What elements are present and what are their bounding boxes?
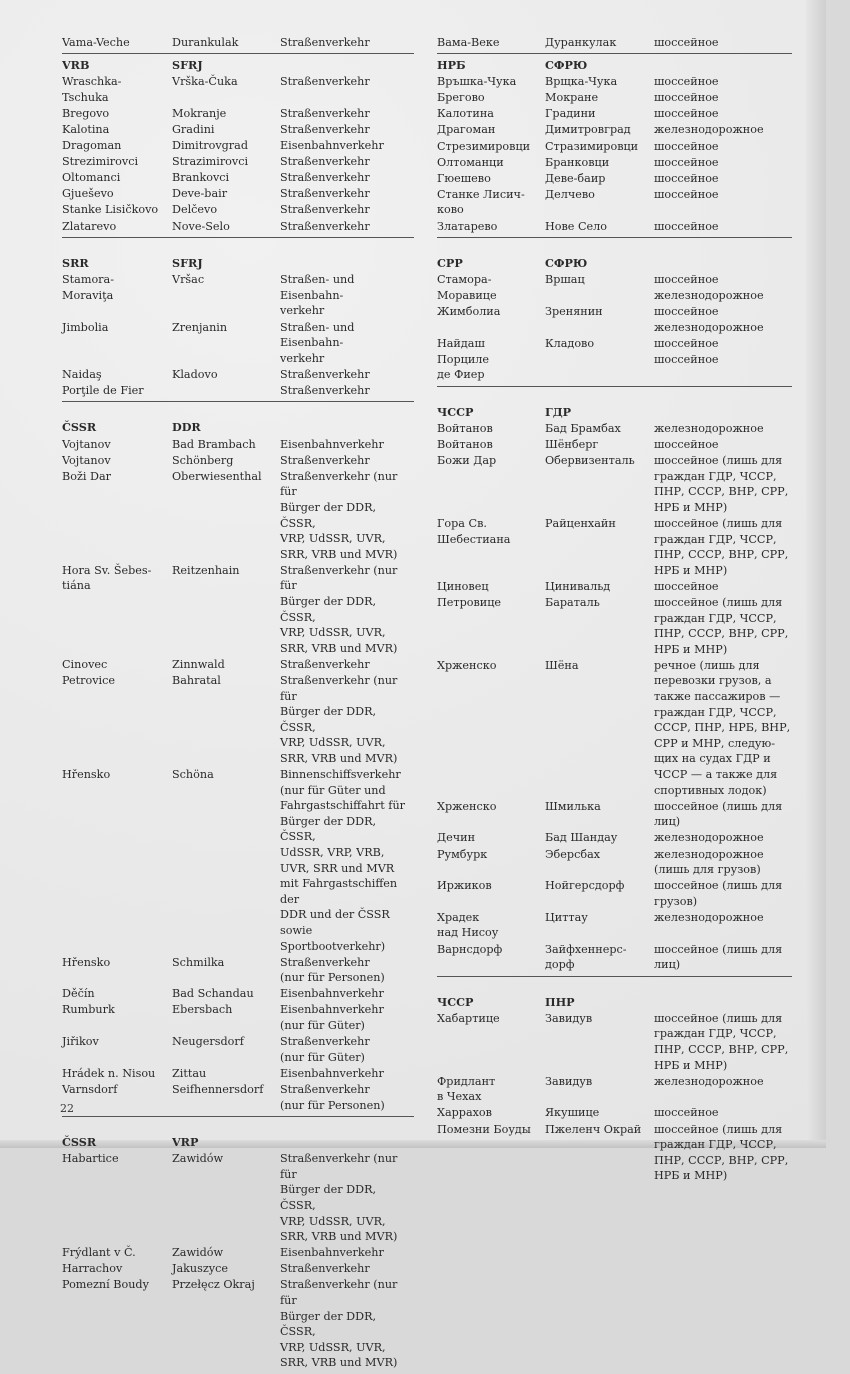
section-header <box>437 405 792 421</box>
crossing-section <box>437 405 792 977</box>
traffic-type: Straßenverkehr <box>280 155 370 169</box>
traffic-type: шоссейное (лишь для лиц) <box>654 942 783 972</box>
traffic-type: шоссейное (лишь для граждан ГДР, ЧССР, ПНР, СССР, ВНР, СРР, НРБ и МНР) <box>654 517 789 577</box>
crossing-row <box>437 516 792 578</box>
crossing-to: Шмилька <box>545 799 601 813</box>
crossing-from: Циновец <box>437 579 489 593</box>
crossing-from: Войтанов <box>437 438 493 452</box>
crossing-row <box>62 767 414 954</box>
crossing-from: Помезни Боуды <box>437 1122 531 1136</box>
crossing-to: Димитровград <box>545 123 631 137</box>
crossing-from: Варнсдорф <box>437 942 503 956</box>
traffic-type: шоссейное (лишь для граждан ГДР, ЧССР, ПНР, СССР, ВНР, СРР, НРБ и МНР) <box>654 454 789 514</box>
crossing-to: Бараталь <box>545 596 600 609</box>
crossing-from: Дечин <box>437 831 476 845</box>
crossing-row <box>62 437 414 453</box>
crossing-from: Хрженско <box>437 658 497 672</box>
crossing-to: Шёна <box>545 658 579 672</box>
crossing-to: Деве-баир <box>545 171 606 185</box>
crossing-from: Войтанов <box>437 421 493 435</box>
crossing-row <box>437 830 792 846</box>
crossing-to: Strazimirovci <box>172 155 249 169</box>
crossing-section <box>62 420 414 1117</box>
crossing-from: Jimbolia <box>62 320 109 334</box>
crossing-to: Zinnwald <box>172 657 225 671</box>
crossing-section <box>62 58 414 238</box>
crossing-from: Стамора- Моравице <box>437 273 497 302</box>
traffic-type: Straßenverkehr <box>280 106 370 120</box>
crossing-to: Vršac <box>172 273 205 287</box>
crossing-row <box>437 336 792 352</box>
traffic-type: железнодорожное <box>654 910 764 924</box>
header-country-to: ПНР <box>545 994 575 1009</box>
traffic-type: шоссейное (лишь для граждан ГДР, ЧССР, ПНР, СССР, ВНР, СРР, НРБ и МНР) <box>654 596 789 656</box>
crossing-to: Nove-Selo <box>172 219 230 233</box>
crossing-to: Reitzenhain <box>172 563 240 577</box>
traffic-type: железнодорожное <box>654 831 764 845</box>
crossing-section <box>437 35 792 55</box>
page-number: 22 <box>60 1102 74 1115</box>
traffic-type: Straßenverkehr <box>280 35 370 49</box>
crossing-to: Mokranje <box>172 106 227 120</box>
crossing-to: Schönberg <box>172 453 234 467</box>
header-country-from: ČSSR <box>62 1135 97 1150</box>
header-country-to: VRP <box>172 1135 199 1150</box>
header-country-to: SFRJ <box>172 256 203 271</box>
crossing-from: Златарево <box>437 219 498 233</box>
crossing-from: Брегово <box>437 91 485 105</box>
crossing-row <box>437 1105 792 1121</box>
traffic-type: Straßenverkehr (nur für Bürger der DDR, ČSSR, VRP, UdSSR, UVR, SRR, VRB und MVR) <box>280 673 398 765</box>
section-header <box>62 420 414 436</box>
crossing-row <box>62 154 414 170</box>
traffic-type: шоссейное <box>654 155 719 169</box>
crossing-row <box>437 658 792 798</box>
crossing-row <box>437 453 792 515</box>
crossing-to: Бранковци <box>545 155 610 169</box>
crossing-row <box>62 673 414 767</box>
crossing-section <box>62 35 414 55</box>
crossing-to: Врщка-Чука <box>545 75 618 89</box>
crossing-to: Райценхайн <box>545 517 616 531</box>
header-country-to: DDR <box>172 420 201 435</box>
traffic-type: Straßenverkehr <box>280 1262 370 1276</box>
crossing-to: Seifhennersdorf <box>172 1082 264 1096</box>
crossing-row <box>62 74 414 105</box>
section-header <box>62 256 414 272</box>
header-country-from: СРР <box>437 256 463 271</box>
traffic-type: Straßenverkehr <box>280 383 370 397</box>
crossing-from: Varnsdorf <box>62 1082 118 1096</box>
crossing-to: Brankovci <box>172 171 230 185</box>
crossing-to: Дуранкулак <box>545 35 617 49</box>
crossing-to: Градини <box>545 107 596 121</box>
crossing-from: Zlatarevo <box>62 219 117 233</box>
crossing-row <box>62 1066 414 1082</box>
crossing-section <box>62 1135 414 1374</box>
crossing-from: Порциле де Фиер <box>437 352 490 382</box>
crossing-row <box>62 1151 414 1245</box>
traffic-type: Eisenbahnverkehr <box>280 437 384 451</box>
crossing-from: Vojtanov <box>62 453 111 467</box>
crossing-from: Děčín <box>62 987 95 1001</box>
crossing-row <box>62 1277 414 1371</box>
traffic-type: шоссейное <box>654 35 719 49</box>
crossing-to: Циттау <box>545 910 588 924</box>
traffic-type: Straßenverkehr (nur für Güter) <box>280 1035 370 1064</box>
traffic-type: Straßenverkehr <box>280 122 370 136</box>
traffic-type: Straßenverkehr (nur für Bürger der DDR, ČSSR, VRP, UdSSR, UVR, SRR, VRB und MVR) <box>280 469 398 561</box>
crossing-to: Zawidów <box>172 1152 224 1166</box>
crossing-to: Бад Шандау <box>545 831 618 845</box>
traffic-type: шоссейное железнодорожное <box>654 304 764 334</box>
crossing-row <box>62 272 414 319</box>
crossing-row <box>437 799 792 830</box>
crossing-to: Bad Brambach <box>172 437 256 451</box>
crossing-row <box>62 563 414 657</box>
crossing-to: Мокране <box>545 91 599 105</box>
page-edge-shadow <box>806 0 826 1146</box>
crossing-from: Румбурк <box>437 847 488 861</box>
crossing-from: Cinovec <box>62 657 108 671</box>
crossing-to: Przełęcz Okraj <box>172 1278 255 1292</box>
crossing-row <box>437 942 792 973</box>
traffic-type: шоссейное <box>654 187 719 201</box>
traffic-type: Eisenbahnverkehr <box>280 987 384 1001</box>
crossing-from: Oltomanci <box>62 171 121 185</box>
crossing-row <box>437 219 792 235</box>
crossing-row <box>62 1261 414 1277</box>
traffic-type: шоссейное <box>654 1106 719 1120</box>
crossing-to: Neugersdorf <box>172 1035 244 1049</box>
header-country-to: SFRJ <box>172 58 203 73</box>
crossing-row <box>437 579 792 595</box>
crossing-row <box>62 138 414 154</box>
crossing-from: Найдаш <box>437 336 485 350</box>
crossing-from: Фридлант в Чехах <box>437 1074 496 1104</box>
crossing-from: Hrádek n. Nisou <box>62 1066 156 1080</box>
traffic-type: шоссейное (лишь для граждан ГДР, ЧССР, ПНР, СССР, ВНР, СРР, НРБ и МНР) <box>654 1011 789 1072</box>
crossing-from: Петровице <box>437 596 502 609</box>
crossing-to: Шёнберг <box>545 438 599 452</box>
header-country-to: СФРЮ <box>545 58 588 73</box>
crossing-from: Kalotina <box>62 122 110 136</box>
crossing-row <box>437 421 792 437</box>
traffic-type: шоссейное <box>654 219 719 233</box>
crossing-row <box>62 657 414 673</box>
header-country-from: SRR <box>62 256 89 271</box>
traffic-type: Straßenverkehr <box>280 453 370 467</box>
crossing-row <box>437 352 792 383</box>
crossing-to: Цинивальд <box>545 579 611 593</box>
crossing-to: Ebersbach <box>172 1003 233 1017</box>
crossing-to: Зренянин <box>545 304 603 318</box>
crossing-to: Якушице <box>545 1106 600 1120</box>
crossing-row <box>437 1074 792 1105</box>
crossing-row <box>62 122 414 138</box>
traffic-type: Binnenschiffsverkehr (nur für Güter und Fahrgastschiffahrt für Bürger der DDR, ČSSR, UdSSR, VRP, VRB, UVR, SRR und MVR mit Fahrgastschiffen der DDR und der ČSSR sowie Sportbootverkehr) <box>280 768 406 953</box>
crossing-to: Vrška-Čuka <box>172 75 238 89</box>
traffic-type: Straßenverkehr <box>280 171 370 185</box>
crossing-to: Gradini <box>172 122 215 136</box>
traffic-type: шоссейное <box>654 107 719 121</box>
crossing-row <box>437 878 792 909</box>
traffic-type: Straßenverkehr <box>280 367 370 381</box>
crossing-from: Stamora- Moraviţa <box>62 273 114 302</box>
crossing-to: Нове Село <box>545 219 607 233</box>
crossing-to: Эберсбах <box>545 847 601 861</box>
crossing-from: Pomezní Boudy <box>62 1278 149 1292</box>
crossing-to: Вршац <box>545 273 585 287</box>
crossing-row <box>437 35 792 51</box>
crossing-from: Жимболиа <box>437 304 501 318</box>
crossing-from: Връшка-Чука <box>437 75 517 89</box>
traffic-type: Straßen- und Eisenbahn- verkehr <box>280 273 355 318</box>
traffic-type: Straßenverkehr (nur für Bürger der DDR, ČSSR, VRP, UdSSR, UVR, SRR, VRB und MVR) <box>280 1278 398 1370</box>
traffic-type: Eisenbahnverkehr (nur für Güter) <box>280 1003 384 1033</box>
crossing-from: Jiřikov <box>62 1035 99 1049</box>
crossing-to: Schöna <box>172 768 214 782</box>
crossing-row <box>62 955 414 986</box>
crossing-to: Бад Брамбах <box>545 421 621 435</box>
traffic-type: железнодорожное <box>654 123 764 137</box>
crossing-row <box>62 186 414 202</box>
traffic-type: Eisenbahnverkehr <box>280 139 384 153</box>
crossing-row <box>62 453 414 469</box>
traffic-type: Straßenverkehr <box>280 219 370 233</box>
crossing-row <box>437 1122 792 1184</box>
crossing-row <box>437 595 792 657</box>
crossing-from: Гора Св. Шебестиана <box>437 517 511 546</box>
crossing-from: Хабартице <box>437 1011 500 1025</box>
crossing-from: Станке Лисич- ково <box>437 187 525 217</box>
crossing-row <box>437 910 792 941</box>
crossing-to: Zrenjanin <box>172 320 228 334</box>
traffic-type: Straßen- und Eisenbahn- verkehr <box>280 320 355 365</box>
crossing-from: Гюешево <box>437 171 491 185</box>
crossing-row <box>62 1245 414 1261</box>
crossing-section <box>437 58 792 238</box>
crossing-row <box>62 219 414 235</box>
crossing-row <box>62 35 414 51</box>
section-header <box>437 995 792 1011</box>
crossing-to: Обервизенталь <box>545 454 635 468</box>
crossing-from: Стрезимировци <box>437 139 531 153</box>
crossing-row <box>437 847 792 878</box>
crossing-section <box>437 256 792 387</box>
crossing-row <box>437 155 792 171</box>
crossing-from: Vojtanov <box>62 437 111 451</box>
crossing-section <box>437 995 792 1187</box>
crossing-to: Zittau <box>172 1066 207 1080</box>
crossing-from: Хрженско <box>437 799 497 813</box>
crossing-from: Храдек над Нисоу <box>437 910 499 940</box>
crossing-to: Schmilka <box>172 955 225 969</box>
crossing-to: Кладово <box>545 336 595 350</box>
crossing-from: Naidaş <box>62 367 102 381</box>
traffic-type: шоссейное (лишь для лиц) <box>654 799 783 829</box>
crossing-section <box>62 256 414 402</box>
crossing-from: Wraschka- Tschuka <box>62 75 122 104</box>
traffic-type: шоссейное <box>654 91 719 105</box>
crossing-row <box>437 139 792 155</box>
crossing-to: Завидув <box>545 1074 593 1088</box>
crossing-from: Porţile de Fier <box>62 383 144 397</box>
crossing-from: Habartice <box>62 1152 119 1166</box>
crossing-to: Bahratal <box>172 673 221 687</box>
traffic-type: Eisenbahnverkehr <box>280 1066 384 1080</box>
traffic-type: железнодорожное <box>654 421 764 435</box>
crossing-row <box>62 1002 414 1033</box>
crossing-row <box>62 202 414 218</box>
crossing-to: Пжеленч Окрай <box>545 1122 642 1136</box>
traffic-type: шоссейное <box>654 438 719 452</box>
traffic-type: Eisenbahnverkehr <box>280 1246 384 1260</box>
traffic-type: Straßenverkehr <box>280 657 370 671</box>
traffic-type: шоссейное (лишь для грузов) <box>654 879 783 908</box>
crossing-to: Dimitrovgrad <box>172 139 248 153</box>
traffic-type: речное (лишь для перевозки грузов, а также пассажиров — граждан ГДР, ЧССР, СССР, ПНР, НРБ, ВНР, СРР и МНР, следую- щих на судах ГДР и ЧССР — а также для спортивных лодок) <box>654 658 791 797</box>
crossing-from: Иржиков <box>437 879 492 893</box>
crossing-from: Hřensko <box>62 768 111 782</box>
crossing-from: Калотина <box>437 107 494 121</box>
crossing-to <box>545 352 654 383</box>
crossing-from: Харрахов <box>437 1106 492 1120</box>
crossing-from: Hřensko <box>62 955 111 969</box>
crossing-row <box>62 986 414 1002</box>
crossing-to: Kladovo <box>172 367 218 381</box>
traffic-type: шоссейное <box>654 352 719 366</box>
russian-column <box>437 34 792 1187</box>
crossing-from: Драгоман <box>437 123 496 137</box>
section-header <box>62 1135 414 1151</box>
crossing-to <box>172 383 280 399</box>
header-country-to: ГДР <box>545 404 572 419</box>
crossing-row <box>437 122 792 138</box>
traffic-type: Straßenverkehr (nur für Personen) <box>280 1082 385 1112</box>
header-country-from: ČSSR <box>62 420 97 435</box>
crossing-from: Stanke Lisičkovo <box>62 203 159 217</box>
crossing-to: Bad Schandau <box>172 987 254 1001</box>
crossing-row <box>437 171 792 187</box>
crossing-from: Божи Дар <box>437 454 497 468</box>
section-header <box>437 256 792 272</box>
crossing-row <box>62 383 414 399</box>
section-header <box>437 58 792 74</box>
crossing-from: Petrovice <box>62 673 116 687</box>
crossing-to: Durankulak <box>172 35 239 49</box>
crossing-row <box>437 90 792 106</box>
crossing-to: Zawidów <box>172 1246 224 1260</box>
crossing-row <box>62 1082 414 1113</box>
traffic-type: железнодорожное (лишь для грузов) <box>654 847 764 877</box>
crossing-to: Зайфхеннерс- дорф <box>545 942 627 972</box>
traffic-type: Straßenverkehr <box>280 187 370 201</box>
crossing-from: Dragoman <box>62 139 122 153</box>
header-country-to: СФРЮ <box>545 256 588 271</box>
crossing-row <box>437 437 792 453</box>
crossing-from: Strezimirovci <box>62 155 139 169</box>
traffic-type: шоссейное железнодорожное <box>654 273 764 302</box>
header-country-from: ЧССР <box>437 994 474 1009</box>
crossing-to: Delčevo <box>172 203 218 217</box>
crossing-from: Bregovo <box>62 106 110 120</box>
traffic-type: шоссейное (лишь для граждан ГДР, ЧССР, ПНР, СССР, ВНР, СРР, НРБ и МНР) <box>654 1122 789 1183</box>
section-header <box>62 58 414 74</box>
crossing-from: Frýdlant v Č. <box>62 1246 136 1260</box>
crossing-row <box>437 74 792 90</box>
header-country-from: НРБ <box>437 58 466 73</box>
crossing-from: Gjueševo <box>62 187 114 201</box>
traffic-type: железнодорожное <box>654 1074 764 1088</box>
header-country-from: VRB <box>62 58 90 73</box>
traffic-type: шоссейное <box>654 579 719 593</box>
crossing-row <box>62 367 414 383</box>
traffic-type: Straßenverkehr <box>280 75 370 89</box>
crossing-to: Делчево <box>545 187 595 201</box>
crossing-to: Jakuszyce <box>172 1262 228 1276</box>
header-country-from: ЧССР <box>437 404 474 419</box>
traffic-type: Straßenverkehr (nur für Bürger der DDR, ČSSR, VRP, UdSSR, UVR, SRR, VRB und MVR) <box>280 1152 398 1244</box>
crossing-row <box>437 187 792 218</box>
crossing-row <box>437 272 792 303</box>
crossing-row <box>62 106 414 122</box>
crossing-from: Вама-Веке <box>437 35 500 49</box>
crossing-from: Олтоманци <box>437 155 504 169</box>
crossing-row <box>437 106 792 122</box>
crossing-to: Oberwiesenthal <box>172 469 262 483</box>
traffic-type: шоссейное <box>654 336 719 350</box>
crossing-row <box>62 170 414 186</box>
crossing-row <box>437 1011 792 1073</box>
crossing-to: Deve-bair <box>172 187 228 201</box>
crossing-row <box>62 469 414 563</box>
crossing-row <box>62 320 414 367</box>
traffic-type: шоссейное <box>654 75 719 89</box>
crossing-to: Завидув <box>545 1011 593 1025</box>
crossing-to: Стразимировци <box>545 139 639 153</box>
traffic-type: Straßenverkehr <box>280 203 370 217</box>
traffic-type: шоссейное <box>654 171 719 185</box>
traffic-type: Straßenverkehr (nur für Bürger der DDR, ČSSR, VRP, UdSSR, UVR, SRR, VRB und MVR) <box>280 563 398 655</box>
german-column <box>62 34 414 1374</box>
crossing-from: Harrachov <box>62 1262 123 1276</box>
crossing-to: Нойгерсдорф <box>545 879 625 893</box>
crossing-from: Hora Sv. Šebes- tiána <box>62 563 152 593</box>
crossing-row <box>437 304 792 335</box>
crossing-row <box>62 1034 414 1065</box>
crossing-from: Rumburk <box>62 1003 115 1017</box>
crossing-from: Vama-Veche <box>62 35 130 49</box>
traffic-type: шоссейное <box>654 139 719 153</box>
crossing-from: Boži Dar <box>62 469 111 483</box>
traffic-type: Straßenverkehr (nur für Personen) <box>280 955 385 985</box>
